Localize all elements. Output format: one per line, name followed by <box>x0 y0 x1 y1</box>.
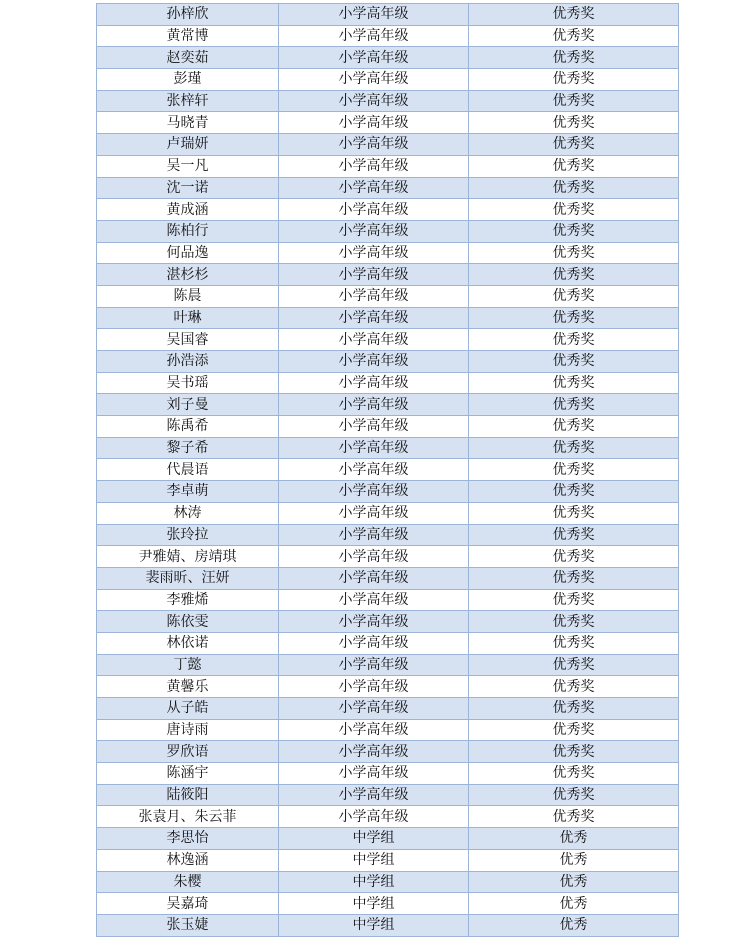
award-cell: 优秀奖 <box>469 763 679 785</box>
group-cell: 小学高年级 <box>279 611 469 633</box>
group-cell: 小学高年级 <box>279 763 469 785</box>
name-cell: 吴国睿 <box>97 329 279 351</box>
award-cell: 优秀奖 <box>469 90 679 112</box>
group-cell: 小学高年级 <box>279 177 469 199</box>
group-cell: 小学高年级 <box>279 806 469 828</box>
table-row <box>97 546 679 568</box>
name-cell: 张袁月、朱云菲 <box>97 806 279 828</box>
award-cell: 优秀奖 <box>469 4 679 26</box>
group-cell: 小学高年级 <box>279 437 469 459</box>
group-cell: 小学高年级 <box>279 394 469 416</box>
group-cell: 中学组 <box>279 828 469 850</box>
group-cell: 小学高年级 <box>279 47 469 69</box>
name-cell: 林涛 <box>97 502 279 524</box>
table-row <box>97 763 679 785</box>
group-cell: 小学高年级 <box>279 481 469 503</box>
award-cell: 优秀 <box>469 893 679 915</box>
name-cell: 陈涵宇 <box>97 763 279 785</box>
table-row <box>97 47 679 69</box>
table-row <box>97 567 679 589</box>
award-cell: 优秀奖 <box>469 264 679 286</box>
name-cell: 陈禹希 <box>97 416 279 438</box>
award-cell: 优秀奖 <box>469 177 679 199</box>
table-row <box>97 459 679 481</box>
name-cell: 黄常博 <box>97 25 279 47</box>
group-cell: 小学高年级 <box>279 676 469 698</box>
award-cell: 优秀奖 <box>469 654 679 676</box>
group-cell: 中学组 <box>279 871 469 893</box>
group-cell: 中学组 <box>279 914 469 936</box>
group-cell: 小学高年级 <box>279 90 469 112</box>
table-row <box>97 632 679 654</box>
name-cell: 黄馨乐 <box>97 676 279 698</box>
name-cell: 陆筱阳 <box>97 784 279 806</box>
table-row <box>97 871 679 893</box>
name-cell: 尹雅婧、房靖琪 <box>97 546 279 568</box>
award-cell: 优秀奖 <box>469 69 679 91</box>
award-cell: 优秀奖 <box>469 134 679 156</box>
award-cell: 优秀奖 <box>469 546 679 568</box>
award-cell: 优秀 <box>469 828 679 850</box>
table-row <box>97 90 679 112</box>
award-cell: 优秀奖 <box>469 220 679 242</box>
award-cell: 优秀奖 <box>469 199 679 221</box>
award-cell: 优秀奖 <box>469 372 679 394</box>
award-cell: 优秀奖 <box>469 307 679 329</box>
table-row <box>97 307 679 329</box>
award-cell: 优秀奖 <box>469 567 679 589</box>
table-row <box>97 4 679 26</box>
group-cell: 小学高年级 <box>279 69 469 91</box>
award-cell: 优秀 <box>469 914 679 936</box>
award-cell: 优秀奖 <box>469 329 679 351</box>
table-row <box>97 893 679 915</box>
table-row <box>97 806 679 828</box>
table-row <box>97 654 679 676</box>
name-cell: 沈一诺 <box>97 177 279 199</box>
name-cell: 林依诺 <box>97 632 279 654</box>
table-row <box>97 914 679 936</box>
name-cell: 彭瑾 <box>97 69 279 91</box>
group-cell: 小学高年级 <box>279 199 469 221</box>
name-cell: 黎子希 <box>97 437 279 459</box>
award-cell: 优秀奖 <box>469 155 679 177</box>
award-cell: 优秀奖 <box>469 112 679 134</box>
group-cell: 小学高年级 <box>279 134 469 156</box>
table-row <box>97 351 679 373</box>
award-cell: 优秀奖 <box>469 502 679 524</box>
group-cell: 小学高年级 <box>279 416 469 438</box>
group-cell: 小学高年级 <box>279 546 469 568</box>
table-row <box>97 134 679 156</box>
group-cell: 小学高年级 <box>279 285 469 307</box>
name-cell: 朱樱 <box>97 871 279 893</box>
name-cell: 湛杉杉 <box>97 264 279 286</box>
name-cell: 吴嘉琦 <box>97 893 279 915</box>
group-cell: 小学高年级 <box>279 220 469 242</box>
group-cell: 小学高年级 <box>279 698 469 720</box>
table-row <box>97 784 679 806</box>
award-cell: 优秀奖 <box>469 784 679 806</box>
award-cell: 优秀奖 <box>469 437 679 459</box>
award-cell: 优秀 <box>469 849 679 871</box>
group-cell: 小学高年级 <box>279 719 469 741</box>
award-cell: 优秀奖 <box>469 481 679 503</box>
group-cell: 小学高年级 <box>279 307 469 329</box>
award-cell: 优秀奖 <box>469 676 679 698</box>
table-row <box>97 502 679 524</box>
group-cell: 小学高年级 <box>279 502 469 524</box>
table-row <box>97 589 679 611</box>
table-row <box>97 416 679 438</box>
group-cell: 中学组 <box>279 893 469 915</box>
award-cell: 优秀奖 <box>469 394 679 416</box>
award-cell: 优秀奖 <box>469 524 679 546</box>
name-cell: 赵奕茹 <box>97 47 279 69</box>
award-cell: 优秀奖 <box>469 589 679 611</box>
group-cell: 小学高年级 <box>279 632 469 654</box>
group-cell: 小学高年级 <box>279 155 469 177</box>
name-cell: 叶琳 <box>97 307 279 329</box>
table-row <box>97 828 679 850</box>
award-cell: 优秀奖 <box>469 47 679 69</box>
name-cell: 张玲拉 <box>97 524 279 546</box>
group-cell: 小学高年级 <box>279 112 469 134</box>
award-cell: 优秀 <box>469 871 679 893</box>
table-row <box>97 676 679 698</box>
award-cell: 优秀奖 <box>469 611 679 633</box>
name-cell: 李雅烯 <box>97 589 279 611</box>
table-row <box>97 719 679 741</box>
group-cell: 小学高年级 <box>279 242 469 264</box>
group-cell: 小学高年级 <box>279 524 469 546</box>
group-cell: 小学高年级 <box>279 589 469 611</box>
table-row <box>97 611 679 633</box>
table-row <box>97 437 679 459</box>
table-row <box>97 285 679 307</box>
table-row <box>97 112 679 134</box>
name-cell: 陈依雯 <box>97 611 279 633</box>
group-cell: 小学高年级 <box>279 741 469 763</box>
group-cell: 小学高年级 <box>279 351 469 373</box>
group-cell: 小学高年级 <box>279 25 469 47</box>
name-cell: 从子皓 <box>97 698 279 720</box>
group-cell: 小学高年级 <box>279 459 469 481</box>
table-row <box>97 25 679 47</box>
name-cell: 何品逸 <box>97 242 279 264</box>
group-cell: 小学高年级 <box>279 329 469 351</box>
table-row <box>97 220 679 242</box>
name-cell: 代晨语 <box>97 459 279 481</box>
group-cell: 小学高年级 <box>279 264 469 286</box>
group-cell: 小学高年级 <box>279 654 469 676</box>
award-cell: 优秀奖 <box>469 698 679 720</box>
table-row <box>97 199 679 221</box>
table-row <box>97 69 679 91</box>
name-cell: 陈晨 <box>97 285 279 307</box>
name-cell: 李思怡 <box>97 828 279 850</box>
award-cell: 优秀奖 <box>469 719 679 741</box>
award-cell: 优秀奖 <box>469 459 679 481</box>
award-cell: 优秀奖 <box>469 416 679 438</box>
group-cell: 小学高年级 <box>279 4 469 26</box>
name-cell: 林逸涵 <box>97 849 279 871</box>
name-cell: 罗欣语 <box>97 741 279 763</box>
group-cell: 小学高年级 <box>279 372 469 394</box>
table-row <box>97 264 679 286</box>
table-row <box>97 394 679 416</box>
table-row <box>97 242 679 264</box>
name-cell: 孙浩添 <box>97 351 279 373</box>
name-cell: 陈柏行 <box>97 220 279 242</box>
table-row <box>97 524 679 546</box>
award-cell: 优秀奖 <box>469 741 679 763</box>
name-cell: 李卓萌 <box>97 481 279 503</box>
name-cell: 吴一凡 <box>97 155 279 177</box>
name-cell: 黄成涵 <box>97 199 279 221</box>
table-row <box>97 698 679 720</box>
name-cell: 张梓轩 <box>97 90 279 112</box>
table-row <box>97 849 679 871</box>
award-cell: 优秀奖 <box>469 25 679 47</box>
group-cell: 小学高年级 <box>279 784 469 806</box>
name-cell: 卢瑞妍 <box>97 134 279 156</box>
group-cell: 小学高年级 <box>279 567 469 589</box>
name-cell: 张玉婕 <box>97 914 279 936</box>
table-row <box>97 177 679 199</box>
award-cell: 优秀奖 <box>469 632 679 654</box>
name-cell: 刘子曼 <box>97 394 279 416</box>
award-cell: 优秀奖 <box>469 806 679 828</box>
awards-table <box>96 3 679 937</box>
table-row <box>97 155 679 177</box>
table-row <box>97 481 679 503</box>
table-row <box>97 329 679 351</box>
table-row <box>97 741 679 763</box>
name-cell: 唐诗雨 <box>97 719 279 741</box>
table-row <box>97 372 679 394</box>
award-cell: 优秀奖 <box>469 242 679 264</box>
group-cell: 中学组 <box>279 849 469 871</box>
name-cell: 马晓青 <box>97 112 279 134</box>
award-cell: 优秀奖 <box>469 285 679 307</box>
name-cell: 吴书瑶 <box>97 372 279 394</box>
awards-table-body <box>97 4 679 937</box>
name-cell: 裴雨昕、汪妍 <box>97 567 279 589</box>
name-cell: 丁懿 <box>97 654 279 676</box>
award-cell: 优秀奖 <box>469 351 679 373</box>
name-cell: 孙梓欣 <box>97 4 279 26</box>
